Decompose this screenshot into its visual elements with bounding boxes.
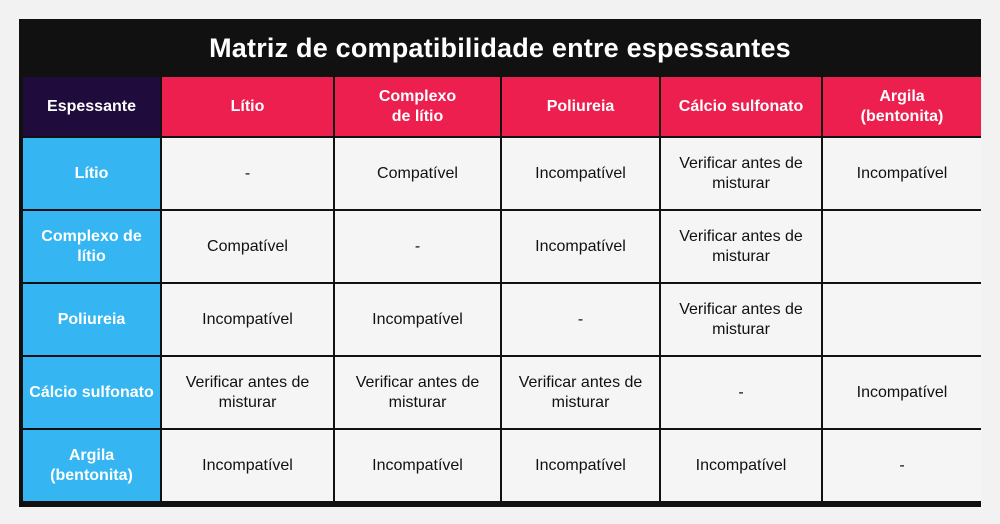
matrix-title: Matriz de compatibilidade entre espessantes xyxy=(209,32,791,63)
table-cell: Incompatível xyxy=(335,430,500,501)
table-cell: Incompatível xyxy=(162,430,333,501)
corner-header: Espessante xyxy=(23,77,160,136)
table-cell: Incompatível xyxy=(823,138,981,209)
table-cell: Incompatível xyxy=(335,284,500,355)
table-row xyxy=(23,138,981,209)
column-header-complexo-de-litio xyxy=(335,77,500,136)
table-cell: - xyxy=(502,284,659,355)
table-cell: Incompatível xyxy=(502,430,659,501)
column-header-label-line2: (bentonita) xyxy=(860,107,944,125)
table-cell: Verificar antes de misturar xyxy=(661,211,821,282)
table-cell: Verificar antes de misturar xyxy=(162,357,333,428)
row-header: Cálcio sulfonato xyxy=(23,357,160,428)
row-header: Argila (bentonita) xyxy=(23,430,160,501)
table-cell: - xyxy=(162,138,333,209)
table-cell: Compatível xyxy=(162,211,333,282)
table-cell: Incompatível xyxy=(661,430,821,501)
table-row xyxy=(23,211,981,282)
row-header: Poliureia xyxy=(23,284,160,355)
table-cell: Incompatível xyxy=(162,284,333,355)
column-header-calcio-sulfonato xyxy=(661,77,821,136)
table-cell: Incompatível xyxy=(502,138,659,209)
table-cell: Verificar antes de misturar xyxy=(661,138,821,209)
table-row xyxy=(23,430,981,501)
table-cell: Verificar antes de misturar xyxy=(335,357,500,428)
column-header-poliureia xyxy=(502,77,659,136)
table-cell: - xyxy=(661,357,821,428)
compatibility-table xyxy=(21,75,983,503)
table-row xyxy=(23,357,981,428)
table-cell xyxy=(823,284,981,355)
table-cell xyxy=(823,211,981,282)
column-header-label: Cálcio sulfonato xyxy=(678,97,804,115)
column-header-label: Poliureia xyxy=(546,97,615,115)
column-header-label-line1: Argila xyxy=(879,87,925,105)
row-header: Lítio xyxy=(23,138,160,209)
table-cell: - xyxy=(823,430,981,501)
matrix-container xyxy=(19,19,981,507)
table-cell: Compatível xyxy=(335,138,500,209)
column-header-label: Lítio xyxy=(230,97,265,115)
column-header-label-line1: Complexo xyxy=(378,87,457,105)
table-row xyxy=(23,284,981,355)
header-row xyxy=(23,77,981,136)
table-cell: - xyxy=(335,211,500,282)
column-header-argila xyxy=(823,77,981,136)
table-cell: Incompatível xyxy=(823,357,981,428)
column-header-litio xyxy=(162,77,333,136)
row-header: Complexo de lítio xyxy=(23,211,160,282)
table-cell: Incompatível xyxy=(502,211,659,282)
column-header-label-line2: de lítio xyxy=(391,107,444,125)
table-cell: Verificar antes de misturar xyxy=(502,357,659,428)
table-cell: Verificar antes de misturar xyxy=(661,284,821,355)
